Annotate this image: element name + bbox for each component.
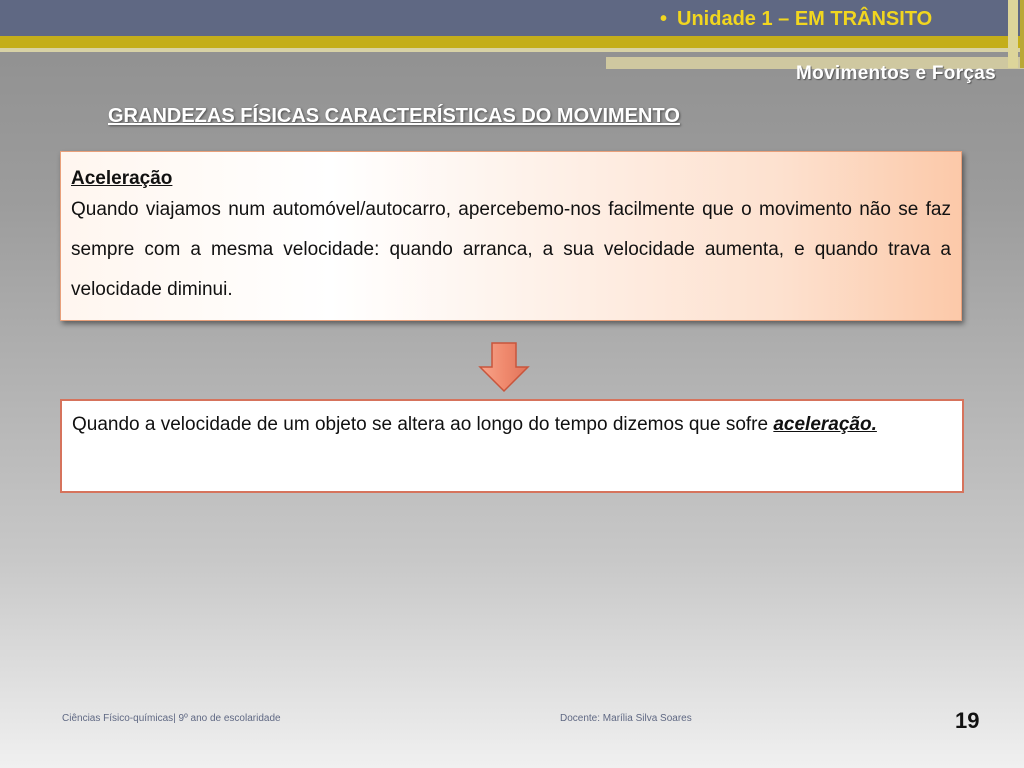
header-accent-stripe — [0, 36, 1024, 48]
definition-box — [60, 151, 962, 321]
slide-subtitle: Movimentos e Forças — [796, 63, 996, 84]
header-accent-stripe-light — [0, 48, 1024, 52]
definition-text: Quando viajamos num automóvel/autocarro, apercebemo-nos facilmente que o movimento não se faz sempre com a mesma velocidade: quando arranca, a sua velocidade aumenta, e quando trava a velocidade diminui. — [71, 199, 951, 300]
header-vertical-accent — [1008, 0, 1018, 68]
page-number: 19 — [955, 708, 980, 733]
unit-title-text: Unidade 1 – EM TRÂNSITO — [677, 8, 933, 30]
slide-heading: GRANDEZAS FÍSICAS CARACTERÍSTICAS DO MOVIMENTO — [108, 105, 680, 127]
conclusion-emphasis: aceleração. — [773, 414, 877, 435]
conclusion-text: Quando a velocidade de um objeto se altera ao longo do tempo dizemos que sofre — [72, 414, 769, 435]
bullet-icon: • — [660, 8, 668, 30]
header-vertical-accent-dark — [1020, 0, 1024, 68]
footer-teacher: Docente: Marília Silva Soares — [560, 713, 692, 724]
definition-term: Aceleração — [71, 168, 173, 189]
footer-course: Ciências Físico-químicas| 9º ano de escolaridade — [62, 713, 281, 724]
arrow-down-icon — [478, 341, 530, 393]
conclusion-box — [60, 399, 964, 493]
unit-title — [660, 8, 932, 31]
